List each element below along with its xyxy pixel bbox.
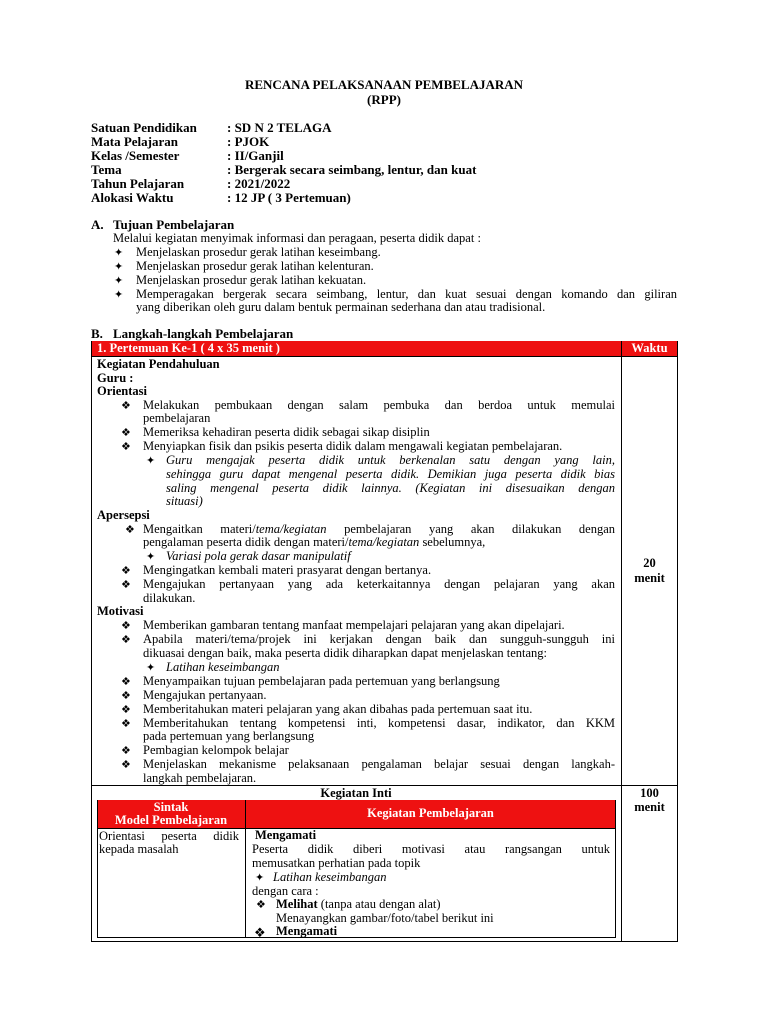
list-item: Latihan keseimbangan (166, 660, 280, 674)
list-item: Memeriksa kehadiran peserta didik sebagai sikap disiplin (143, 425, 430, 439)
section-b-letter: B. (91, 326, 103, 341)
four-point-star-icon: ✦ (114, 275, 124, 287)
sintak-header: Sintak (153, 800, 189, 814)
list-item: Apabila materi/tema/projek ini kerjakan dengan baik dan sungguh-sungguh ini (143, 632, 615, 646)
sintak-cell: kepada masalah (99, 842, 179, 856)
time-value: 20 (643, 556, 656, 570)
page-title: RENCANA PELAKSANAAN PEMBELAJARAN (244, 77, 524, 92)
list-item: Memberitahukan tentang kompetensi inti, kompetensi dasar, indikator, dan KKM (143, 716, 615, 730)
four-point-star-icon: ✦ (146, 455, 156, 467)
kegiatan-header: Kegiatan Pembelajaran (367, 806, 494, 820)
info-label: Kelas /Semester (91, 148, 180, 163)
diamond-bullet-icon: ❖ (256, 899, 266, 911)
time-value: 100 (640, 786, 659, 800)
list-item: Mengingatkan kembali materi prasyarat dengan bertanya. (143, 563, 432, 577)
info-value: : 12 JP ( 3 Pertemuan) (227, 190, 351, 205)
mengamati-heading: Mengamati (255, 828, 317, 842)
list-item: Guru mengajak peserta didik untuk berkenalan satu dengan yang lain, (166, 453, 615, 467)
list-item: Menyampaikan tujuan pembelajaran pada pertemuan yang berlangsung (143, 674, 500, 688)
kegiatan-text: Latihan keseimbangan (273, 870, 387, 884)
list-item: Menjelaskan prosedur gerak latihan kekuatan. (136, 273, 367, 287)
info-label: Satuan Pendidikan (91, 120, 197, 135)
meeting-header: 1. Pertemuan Ke-1 ( 4 x 35 menit ) (91, 341, 621, 356)
list-item-continuation: saling mengenal peserta didik lainnya. (Kegiatan ini disesuaikan dengan (166, 481, 615, 495)
diamond-bullet-icon: ❖ (121, 745, 131, 757)
kegiatan-text: memusatkan perhatian pada topik (252, 856, 421, 870)
info-value: : PJOK (227, 134, 270, 149)
info-value: : Bergerak secara seimbang, lentur, dan kuat (227, 162, 477, 177)
four-point-star-icon: ✦ (146, 551, 156, 563)
four-point-star-icon: ✦ (114, 261, 124, 273)
orientasi-heading: Orientasi (97, 384, 147, 398)
pendahuluan-title: Kegiatan Pendahuluan (97, 357, 220, 371)
list-item-continuation: yang diberikan oleh guru dalam bentuk permainan sederhana dan atau tradisional. (136, 300, 546, 314)
inner-border (97, 937, 616, 938)
text-run: tema/kegiatan (348, 535, 420, 549)
list-item: Pembagian kelompok belajar (143, 743, 289, 757)
list-item: Menjelaskan mekanisme pelaksanaan pengalaman belajar sesuai dengan langkah- (143, 757, 615, 771)
list-item: Memberikan gambaran tentang manfaat mempelajari pelajaran yang akan dipelajari. (143, 618, 565, 632)
apersepsi-heading: Apersepsi (97, 508, 150, 522)
text-run: pembelajaran yang akan dilakukan dengan (326, 522, 615, 536)
kegiatan-text: Peserta didik diberi motivasi atau rangsangan untuk (252, 842, 610, 856)
list-item-continuation (143, 535, 485, 550)
info-value: : II/Ganjil (227, 148, 284, 163)
section-b-heading: Langkah-langkah Pembelajaran (113, 326, 294, 341)
diamond-bullet-icon: ❖ (121, 579, 131, 591)
motivasi-heading: Motivasi (97, 604, 144, 618)
list-item-continuation: pembelajaran (143, 411, 211, 425)
diamond-bullet-icon: ❖ (121, 704, 131, 716)
text-run: sebelumnya, (419, 535, 486, 549)
sintak-cell: Orientasi peserta didik (99, 829, 239, 843)
list-item-continuation: langkah pembelajaran. (143, 771, 257, 785)
diamond-bullet-icon: ❖ (121, 565, 131, 577)
diamond-bullet-icon: ❖ (121, 427, 131, 439)
kegiatan-text: dengan cara : (252, 884, 319, 898)
section-a-intro: Melalui kegiatan menyimak informasi dan peragaan, peserta didik dapat : (113, 231, 481, 245)
list-item: Mengajukan pertanyaan. (143, 688, 267, 702)
diamond-bullet-icon: ❖ (121, 400, 131, 412)
list-item-continuation: sehingga guru dapat mengenal peserta didik. Demikian juga peserta didik bias (166, 467, 615, 481)
list-item: Menjelaskan prosedur gerak latihan keseimbang. (136, 245, 381, 259)
text-run: Melihat (276, 897, 318, 911)
list-item-continuation: pada pertemuan yang berlangsung (143, 729, 315, 743)
text-run: tema/kegiatan (255, 522, 327, 536)
time-unit: menit (634, 800, 665, 814)
info-value: : 2021/2022 (227, 176, 291, 191)
list-item: Melakukan pembukaan dengan salam pembuka dan berdoa untuk memulai (143, 398, 615, 412)
diamond-bullet-icon: ❖ (121, 620, 131, 632)
waktu-header: Waktu (622, 341, 677, 356)
list-item-continuation: situasi) (166, 494, 203, 508)
four-point-star-icon: ✦ (114, 289, 124, 301)
table-border-left (91, 341, 92, 942)
mengamati-heading: Mengamati (276, 924, 338, 938)
diamond-bullet-icon: ❖ (121, 441, 131, 453)
inner-border (97, 800, 98, 937)
four-point-star-icon: ✦ (146, 662, 156, 674)
table-border-mid (621, 341, 622, 942)
table-border-bottom (91, 941, 678, 942)
info-value: : SD N 2 TELAGA (227, 120, 332, 135)
diamond-bullet-icon: ❖ (121, 759, 131, 771)
list-item: Menjelaskan prosedur gerak latihan kelenturan. (136, 259, 374, 273)
inner-border (615, 800, 616, 937)
inner-border (245, 800, 246, 937)
list-item-continuation: dilakukan. (143, 591, 196, 605)
diamond-bullet-icon: ❖ (121, 690, 131, 702)
info-label: Alokasi Waktu (91, 190, 174, 205)
inti-title: Kegiatan Inti (320, 786, 392, 800)
text-run: Mengaitkan materi/ (143, 522, 256, 536)
section-a-heading: Tujuan Pembelajaran (113, 217, 235, 232)
four-point-star-icon: ✦ (114, 247, 124, 259)
list-item: Memperagakan bergerak secara seimbang, lentur, dan kuat sesuai dengan komando dan giliran (136, 287, 677, 301)
text-run: (tanpa atau dengan alat) (317, 897, 441, 911)
guru-label: Guru : (97, 371, 134, 385)
list-item: Mengajukan pertanyaan yang ada keterkaitannya dengan pelajaran yang akan (143, 577, 615, 591)
list-item: Variasi pola gerak dasar manipulatif (166, 549, 351, 563)
list-item: Memberitahukan materi pelajaran yang akan dibahas pada pertemuan saat itu. (143, 702, 533, 716)
text-run: pengalaman peserta didik dengan materi/ (143, 535, 349, 549)
list-item-continuation: dikuasai dengan baik, maka peserta didik diharapkan dapat menjelaskan tentang: (143, 646, 548, 660)
info-label: Tahun Pelajaran (91, 176, 185, 191)
sintak-header: Model Pembelajaran (114, 813, 228, 827)
page-subtitle: (RPP) (367, 92, 401, 107)
info-label: Mata Pelajaran (91, 134, 179, 149)
time-unit: menit (634, 571, 665, 585)
kegiatan-text (276, 897, 441, 912)
diamond-bullet-icon: ❖ (121, 676, 131, 688)
info-label: Tema (91, 162, 122, 177)
kegiatan-text: Menayangkan gambar/foto/tabel berikut ini (276, 911, 494, 925)
diamond-bullet-icon: ❖ (254, 925, 266, 940)
list-item: Menyiapkan fisik dan psikis peserta didik dalam mengawali kegiatan pembelajaran. (143, 439, 563, 453)
four-point-star-icon: ✦ (255, 872, 265, 884)
diamond-bullet-icon: ❖ (121, 634, 131, 646)
diamond-bullet-icon: ❖ (121, 718, 131, 730)
table-border-right (677, 341, 678, 942)
diamond-bullet-icon: ❖ (125, 524, 135, 536)
section-a-letter: A. (91, 217, 104, 232)
